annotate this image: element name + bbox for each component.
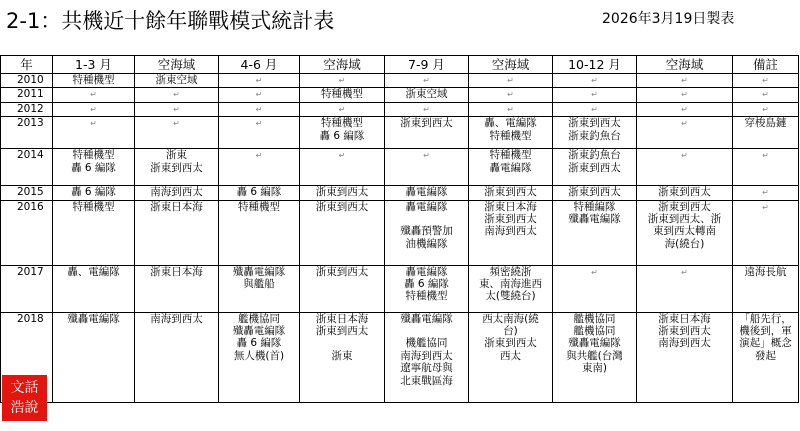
return-mark-icon: ↵ [762,104,769,114]
table-cell [553,88,637,102]
table-cell: 特種機型 轟 6 編隊 [53,149,135,186]
table-cell [733,186,799,200]
return-mark-icon: ↵ [591,90,598,100]
return-mark-icon: ↵ [681,151,688,161]
table-cell [637,74,733,88]
table-row [1,74,799,88]
table-cell [637,265,733,312]
col-header-q4: 10-12 月 [553,56,637,74]
year-cell: 2014 [1,149,53,186]
table-cell [469,88,553,102]
table-row [1,186,799,200]
year-cell: 2012 [1,102,53,116]
table-cell: 轟 6 編隊 [53,186,135,200]
return-mark-icon: ↵ [507,90,514,100]
col-header-q1: 1-3 月 [53,56,135,74]
return-mark-icon: ↵ [90,104,97,114]
table-cell: 轟、電編隊 [53,265,135,312]
return-mark-icon: ↵ [338,76,346,85]
table-cell [300,149,385,186]
table-cell [219,117,300,149]
table-row [1,265,799,312]
table-body [1,74,799,403]
table-cell: 浙東到西太 [385,117,469,149]
return-mark-icon: ↵ [681,76,688,85]
table-cell [219,88,300,102]
table-cell [469,74,553,88]
return-mark-icon: ↵ [423,76,430,85]
table-cell [385,102,469,116]
table-cell: 轟電編隊 [385,186,469,200]
table-cell [219,102,300,116]
table-cell: 特種機型 [219,200,300,265]
table-cell: 浙東日本海 浙東到西太 南海到西太 [469,200,553,265]
table-cell: 艦機協同 艦機協同 殲轟電編隊 與共艦(台灣 東南) [553,312,637,402]
table-cell: 特種機型 [300,88,385,102]
return-mark-icon: ↵ [762,188,769,198]
return-mark-icon: ↵ [762,90,769,100]
table-cell: 浙東到西太 [469,186,553,200]
table-cell [135,88,219,102]
table-cell: 浙東到西太 浙東釣魚台 [553,117,637,149]
table-row [1,88,799,102]
return-mark-icon: ↵ [338,104,346,114]
table-cell [385,74,469,88]
return-mark-icon: ↵ [762,202,769,212]
return-mark-icon: ↵ [507,76,514,85]
table-row [1,200,799,265]
table-cell [553,74,637,88]
table-cell: 殲轟電編隊 機艦協同 南海到西太 遼寧航母與 北東戰區海 [385,312,469,402]
return-mark-icon: ↵ [423,104,430,114]
table-cell: 浙東到西太 [300,200,385,265]
return-mark-icon: ↵ [255,119,263,129]
col-header-q4-area: 空海域 [637,56,733,74]
table-cell [53,88,135,102]
table-cell: 南海到西太 [135,186,219,200]
table-cell [385,149,469,186]
table-cell: 特種機型 轟 6 編隊 [300,117,385,149]
table-cell [553,102,637,116]
table-cell [637,117,733,149]
table-cell: 浙東到西太 [300,265,385,312]
col-header-q3-area: 空海域 [469,56,553,74]
table-cell [733,200,799,265]
logo-stamp: 文話 浩說 [2,375,47,421]
table-cell: 南海到西太 [135,312,219,402]
table-cell: 浙東空域 [135,74,219,88]
table-cell [553,265,637,312]
col-header-q1-area: 空海域 [135,56,219,74]
return-mark-icon: ↵ [173,119,180,129]
table-row [1,312,799,402]
table-cell: 特種機型 [53,74,135,88]
table-cell [733,102,799,116]
table-cell [733,88,799,102]
col-header-q2: 4-6 月 [219,56,300,74]
table-cell [637,88,733,102]
table-cell [300,74,385,88]
year-cell: 2017 [1,265,53,312]
table-cell [135,102,219,116]
year-cell: 2015 [1,186,53,200]
table-cell [219,149,300,186]
table-cell: 「船先行， 機後到，軍 演起」概念 發起 [733,312,799,402]
return-mark-icon: ↵ [681,267,688,277]
return-mark-icon: ↵ [255,90,263,100]
col-header-q3: 7-9 月 [385,56,469,74]
table-cell [637,149,733,186]
year-cell: 2010 [1,74,53,88]
table-cell: 轟電編隊 殲轟預警加 油機編隊 [385,200,469,265]
table-cell: 浙東釣魚台 浙東到西太 [553,149,637,186]
table-cell: 西太南海(繞 台) 浙東到西太 西太 [469,312,553,402]
table-cell: 艦機協同 殲轟電編隊 轟 6 編隊 無人機(首) [219,312,300,402]
table-cell [53,117,135,149]
page-title: 2-1：共機近十餘年聯戰模式統計表 [6,9,335,33]
return-mark-icon: ↵ [762,76,769,85]
return-mark-icon: ↵ [591,76,598,85]
table-row [1,149,799,186]
table-cell: 轟、電編隊 特種機型 [469,117,553,149]
table-cell [733,149,799,186]
table-cell: 特種機型 [53,200,135,265]
table-cell: 浙東日本海 [135,265,219,312]
table-cell: 轟電編隊 轟 6 編隊 特種機型 [385,265,469,312]
table-header-row [1,56,799,74]
return-mark-icon: ↵ [255,151,263,161]
return-mark-icon: ↵ [681,119,688,129]
table-date: 2026年3月19日製表 [602,11,735,27]
year-cell: 2011 [1,88,53,102]
table-cell: 殲轟電編隊 與艦船 [219,265,300,312]
table-cell [300,102,385,116]
return-mark-icon: ↵ [90,90,97,100]
table-cell: 浙東日本海 浙東到西太 浙東 [300,312,385,402]
table-cell [135,117,219,149]
table-cell: 浙東到西太 [553,186,637,200]
col-header-year: 年 [1,56,53,74]
return-mark-icon: ↵ [173,90,180,100]
table-cell: 浙東空域 [385,88,469,102]
return-mark-icon: ↵ [338,151,346,161]
return-mark-icon: ↵ [423,151,430,161]
table-cell: 浙東日本海 [135,200,219,265]
return-mark-icon: ↵ [681,90,688,100]
table-cell [733,74,799,88]
table-cell: 遠海長航 [733,265,799,312]
table-cell: 轟 6 編隊 [219,186,300,200]
year-cell: 2018 [1,312,53,402]
table-cell: 浙東到西太 [637,186,733,200]
table-cell: 特種編隊 殲轟電編隊 [553,200,637,265]
return-mark-icon: ↵ [255,76,263,85]
return-mark-icon: ↵ [762,151,769,161]
table-cell [219,74,300,88]
return-mark-icon: ↵ [90,119,97,129]
return-mark-icon: ↵ [507,104,514,114]
year-cell: 2013 [1,117,53,149]
table-row [1,102,799,116]
col-header-remarks: 備註 [733,56,799,74]
table-cell: 穿梭島鏈 [733,117,799,149]
table-cell: 頻密繞浙 東、南海進西 太(雙繞台) [469,265,553,312]
return-mark-icon: ↵ [173,104,180,114]
year-cell: 2016 [1,200,53,265]
return-mark-icon: ↵ [591,267,598,277]
table-cell [637,102,733,116]
col-header-q2-area: 空海域 [300,56,385,74]
table-cell: 浙東 浙東到西太 [135,149,219,186]
return-mark-icon: ↵ [255,104,263,114]
table-row [1,117,799,149]
return-mark-icon: ↵ [681,104,688,114]
statistics-table [0,55,799,403]
table-cell: 特種機型 轟電編隊 [469,149,553,186]
table-cell: 浙東到西太 [300,186,385,200]
table-cell [53,102,135,116]
return-mark-icon: ↵ [591,104,598,114]
table-cell: 浙東日本海 浙東到西太 南海到西太 [637,312,733,402]
table-cell: 浙東到西太 浙東到西太、浙 東到西太轉南 海(繞台) [637,200,733,265]
table-cell [469,102,553,116]
table-cell: 殲轟電編隊 [53,312,135,402]
